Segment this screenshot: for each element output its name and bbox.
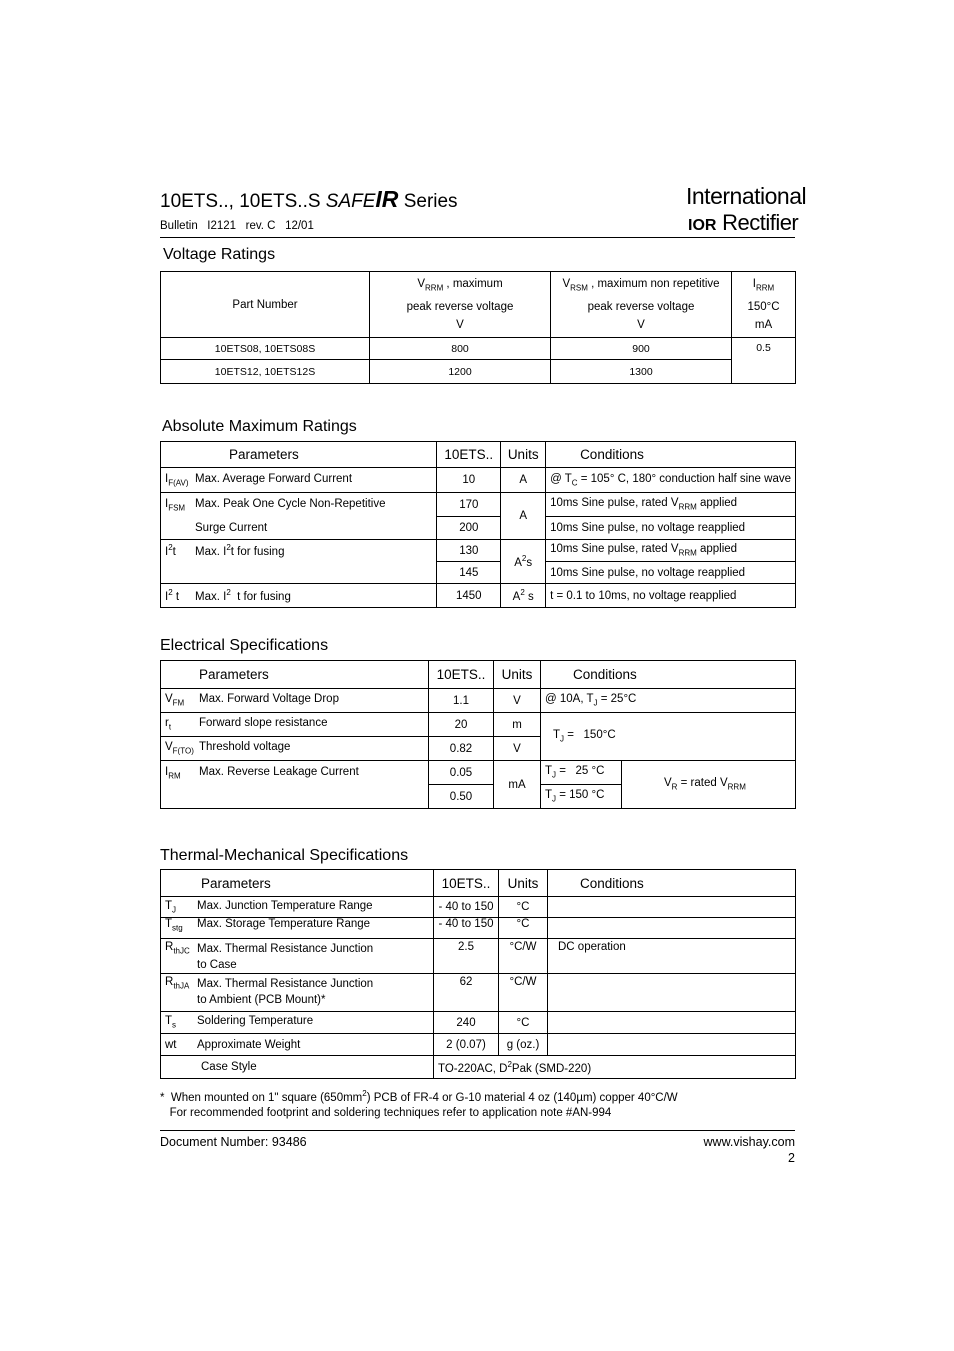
unit-cell: mA xyxy=(494,761,541,809)
cond-cell-empty xyxy=(548,897,796,918)
table-row xyxy=(161,1012,796,1034)
param-cell: wt Approximate Weight xyxy=(161,1034,434,1056)
cond-cell: $T_J = 150$ °C xyxy=(541,785,622,809)
unit-cell: °C/W xyxy=(499,974,548,1012)
param-cell: $I^2$ t Max. $I^2$ t for fusing xyxy=(161,584,437,608)
unit-cell: m xyxy=(494,713,541,737)
value-cell: 0.50 xyxy=(429,785,494,809)
header-conditions: Conditions xyxy=(548,870,796,897)
vrrm-cell: 800 xyxy=(370,338,551,360)
table-row xyxy=(161,761,796,785)
bulletin-info: Bulletin I2121 rev. C 12/01 xyxy=(160,220,314,232)
footer-rule xyxy=(160,1130,795,1131)
cond-cell: $T_J = 25$ °C xyxy=(541,761,622,785)
value-cell: 170 xyxy=(437,493,501,517)
param-cell: $I_{F(AV)}$ Max. Average Forward Current xyxy=(161,468,437,493)
thermal-title: Thermal-Mechanical Specifications xyxy=(160,847,409,864)
header-value: 10ETS.. xyxy=(429,661,494,689)
value-cell: 2.5 xyxy=(434,939,499,974)
unit-cell: V xyxy=(494,689,541,713)
table-row xyxy=(161,1056,796,1079)
param-cell: $r_t$ Forward slope resistance xyxy=(161,713,429,737)
title-suffix: Series xyxy=(398,191,458,212)
cond-cell: 10ms Sine pulse, rated $V_{RRM}$ applied xyxy=(546,540,796,562)
logo-rectifier-text: Rectifier xyxy=(722,210,799,235)
cond-cell: 10ms Sine pulse, no voltage reapplied xyxy=(546,517,796,540)
cond-cell: 10ms Sine pulse, rated $V_{RRM}$ applied xyxy=(546,493,796,517)
unit-cell: A xyxy=(501,468,546,493)
param-cell: $I^2t$ Max. $I^2t$ for fusing xyxy=(161,540,437,562)
table-row xyxy=(161,493,796,517)
cond-cell: t = 0.1 to 10ms, no voltage reapplied xyxy=(546,584,796,608)
value-cell: 10 xyxy=(437,468,501,493)
unit-cell: A xyxy=(501,493,546,540)
value-cell: - 40 to 150 xyxy=(434,897,499,918)
unit-cell: °C xyxy=(499,897,548,918)
col-irrm: $I_{RRM}$ 150°C mA xyxy=(732,272,796,338)
value-cell: 1450 xyxy=(437,584,501,608)
value-cell: 1.1 xyxy=(429,689,494,713)
electrical-table xyxy=(160,660,796,809)
param-cell: $R_{thJA}$ Max. Thermal Resistance Junction to Ambient (PCB Mount)* xyxy=(161,974,434,1012)
title-prefix: 10ETS.., 10ETS..S xyxy=(160,191,326,212)
table-row xyxy=(161,468,796,493)
absmax-table xyxy=(160,441,796,608)
param-cell: $V_{FM}$ Max. Forward Voltage Drop xyxy=(161,689,429,713)
col-vrsm: $V_{RSM}$ , maximum non repetitive peak reverse voltage V xyxy=(551,272,732,338)
param-cell-empty xyxy=(161,785,429,809)
cond-cell: @ 10A, $T_J = 25^\circ C$ xyxy=(541,689,796,713)
col-vrrm: $V_{RRM}$ , maximum peak reverse voltage V xyxy=(370,272,551,338)
document-title xyxy=(160,186,458,213)
value-cell: 145 xyxy=(437,562,501,584)
vr-cond-cell: $V_R$ = rated $V_{RRM}$ xyxy=(622,761,796,809)
param-cell-empty xyxy=(161,562,437,584)
table-row xyxy=(161,584,796,608)
table-row xyxy=(161,1034,796,1056)
cond-cell-empty xyxy=(548,1012,796,1034)
cond-cell-empty xyxy=(548,1034,796,1056)
table-row xyxy=(161,939,796,974)
cond-cell: 10ms Sine pulse, no voltage reapplied xyxy=(546,562,796,584)
table-row xyxy=(161,562,796,584)
header-units: Units xyxy=(494,661,541,689)
voltage-ratings-table xyxy=(160,271,796,384)
header-rule xyxy=(160,237,795,238)
table-row xyxy=(161,360,796,384)
param-cell: $I_{RM}$ Max. Reverse Leakage Current xyxy=(161,761,429,785)
header-units: Units xyxy=(501,442,546,468)
part-cell: 10ETS12, 10ETS12S xyxy=(161,360,370,384)
unit-cell: $A^2$ s xyxy=(501,584,546,608)
vrsm-cell: 1300 xyxy=(551,360,732,384)
header-parameters: Parameters xyxy=(161,442,437,468)
header-parameters: Parameters xyxy=(161,661,429,689)
document-number: Document Number: 93486 xyxy=(160,1135,307,1149)
title-ir: IR xyxy=(375,186,399,212)
vrrm-cell: 1200 xyxy=(370,360,551,384)
case-style-cell: TO-220AC, $D^2Pak$ (SMD-220) xyxy=(434,1056,796,1079)
logo-rectifier xyxy=(688,210,798,236)
header-conditions: Conditions xyxy=(541,661,796,689)
table-row xyxy=(161,713,796,737)
page-number: 2 xyxy=(788,1151,795,1165)
value-cell: 0.05 xyxy=(429,761,494,785)
table-row xyxy=(161,689,796,713)
param-cell: $I_{FSM}$ Max. Peak One Cycle Non-Repetitive xyxy=(161,493,437,517)
table-row xyxy=(161,540,796,562)
cond-cell: $T_J = 150^\circ C$ xyxy=(541,713,796,761)
header-conditions: Conditions xyxy=(546,442,796,468)
param-cell: $T_J$ Max. Junction Temperature Range xyxy=(161,897,434,918)
param-cell: $R_{thJC}$ Max. Thermal Resistance Junction to Case xyxy=(161,939,434,974)
absmax-title: Absolute Maximum Ratings xyxy=(162,418,357,435)
footnote: * When mounted on 1" square $(650mm^2)$ PCB of FR-4 or G-10 material 4 oz (140µm) copper 40°C/W For recommended footprint and soldering techniques refer to application note #AN-994 xyxy=(160,1089,678,1119)
unit-cell: °C xyxy=(499,1012,548,1034)
param-cell: $T_{stg}$ Max. Storage Temperature Range xyxy=(161,918,434,939)
unit-cell: V xyxy=(494,737,541,761)
header-value: 10ETS.. xyxy=(437,442,501,468)
value-cell: 200 xyxy=(437,517,501,540)
unit-cell: °C xyxy=(499,918,548,939)
website-link[interactable]: www.vishay.com xyxy=(703,1135,795,1149)
cond-cell-empty xyxy=(548,974,796,1012)
header-value: 10ETS.. xyxy=(434,870,499,897)
voltage-ratings-title: Voltage Ratings xyxy=(163,246,276,263)
ior-logo-icon: IOR xyxy=(688,217,717,234)
value-cell: 20 xyxy=(429,713,494,737)
param-cell: $V_{F(TO)}$ Threshold voltage xyxy=(161,737,429,761)
param-cell: $T_s$ Soldering Temperature xyxy=(161,1012,434,1034)
col-part-number: Part Number xyxy=(161,272,370,338)
value-cell: 0.82 xyxy=(429,737,494,761)
value-cell: 2 (0.07) xyxy=(434,1034,499,1056)
value-cell: 62 xyxy=(434,974,499,1012)
header-units: Units xyxy=(499,870,548,897)
value-cell: 240 xyxy=(434,1012,499,1034)
table-row xyxy=(161,517,796,540)
unit-cell: g (oz.) xyxy=(499,1034,548,1056)
value-cell: - 40 to 150 xyxy=(434,918,499,939)
thermal-table xyxy=(160,869,796,1079)
cond-cell: @ $T_C = 105^\circ$ C, 180° conduction half sine wave xyxy=(546,468,796,493)
title-safe: SAFE xyxy=(325,191,376,212)
header-parameters: Parameters xyxy=(161,870,434,897)
table-row xyxy=(161,974,796,1012)
param-cell: Case Style xyxy=(161,1056,434,1079)
part-cell: 10ETS08, 10ETS08S xyxy=(161,338,370,360)
table-row xyxy=(161,338,796,360)
unit-cell: $A^2s$ xyxy=(501,540,546,584)
cond-cell-empty xyxy=(548,918,796,939)
param-cell: Surge Current xyxy=(161,517,437,540)
vrsm-cell: 900 xyxy=(551,338,732,360)
value-cell: 130 xyxy=(437,540,501,562)
table-row xyxy=(161,918,796,939)
irrm-cell: 0.5 xyxy=(732,338,796,384)
logo-international: International xyxy=(686,183,807,209)
table-row xyxy=(161,897,796,918)
unit-cell: °C/W xyxy=(499,939,548,974)
electrical-title: Electrical Specifications xyxy=(160,637,329,654)
cond-cell: DC operation xyxy=(548,939,796,974)
